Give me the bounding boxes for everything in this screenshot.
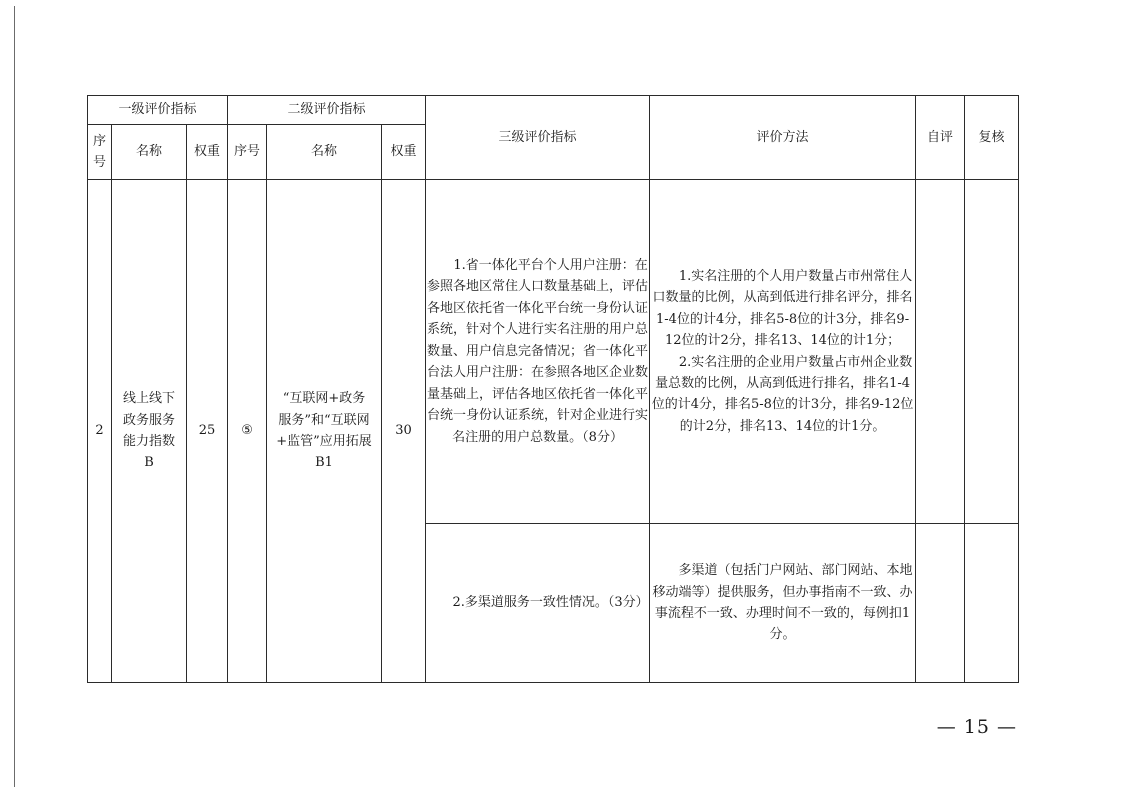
level1-seq-header — [88, 125, 112, 180]
seq-header-char-1: 序 — [92, 133, 106, 149]
page-number: — 15 — — [936, 716, 1017, 738]
method-paragraph: 2.实名注册的企业用户数量占市州企业数量总数的比例，从高到低进行排名，排名1-4位的计4分，排名5-8位的计3分，排名9-12位的计2分，排名13、14位的计1分。 — [651, 354, 914, 434]
self-eval-cell-2[interactable] — [916, 524, 965, 683]
level2-header: 二级评价指标 — [228, 96, 426, 125]
evaluation-method-1 — [650, 180, 916, 524]
level2-name-header: 名称 — [267, 125, 382, 180]
level1-name-line: 能力指数 — [122, 434, 175, 449]
level1-weight: 25 — [187, 180, 228, 683]
level1-name — [112, 180, 187, 683]
level3-indicator-2 — [426, 524, 650, 683]
level1-name-line: 政务服务 — [122, 412, 175, 428]
evaluation-method-2 — [650, 524, 916, 683]
level1-seq: 2 — [88, 180, 112, 683]
evaluation-index-table — [87, 95, 1019, 683]
level1-header: 一级评价指标 — [88, 96, 228, 125]
level3-indicator-1 — [426, 180, 650, 524]
level2-weight-header: 权重 — [382, 125, 426, 180]
seq-header-char-2: 号 — [92, 155, 106, 170]
level2-name — [267, 180, 382, 683]
review-cell-2[interactable] — [965, 524, 1019, 683]
table-row — [88, 180, 1019, 524]
binding-margin-line — [14, 6, 15, 787]
level1-name-line: B — [144, 455, 154, 471]
level2-name-line: “互联网+政务 — [282, 391, 366, 407]
indicator-text: 1.省一体化平台个人用户注册：在参照各地区常住人口数量基础上，评估各地区依托省一体化平台统一身份认证系统，针对个人进行实名注册的用户总数量、用户信息完备情况；省一体化平台法人用户注册：在参照各地区企业数量基础上，评估各地区依托省一体化平台统一身份认证系统，针对企业进行实名注册的用户总数量。（8分） — [427, 258, 649, 445]
method-header: 评价方法 — [650, 96, 916, 180]
level2-weight: 30 — [382, 180, 426, 683]
self-eval-header: 自评 — [916, 96, 965, 180]
level2-name-line: +监管”应用拓展 — [276, 434, 372, 449]
indicator-text: 2.多渠道服务一致性情况。（3分） — [452, 595, 649, 611]
review-header: 复核 — [965, 96, 1019, 180]
method-paragraph: 多渠道（包括门户网站、部门网站、本地移动端等）提供服务，但办事指南不一致、办事流程不一致、办理时间不一致的，每例扣1分。 — [652, 563, 913, 643]
level1-name-header: 名称 — [112, 125, 187, 180]
level2-name-line: 服务”和“互联网 — [278, 412, 370, 428]
level1-weight-header: 权重 — [187, 125, 228, 180]
review-cell-1[interactable] — [965, 180, 1019, 524]
level1-name-line: 线上线下 — [122, 391, 175, 407]
method-paragraph: 1.实名注册的个人用户数量占市州常住人口数量的比例，从高到低进行排名评分，排名1-4位的计4分，排名5-8位的计3分，排名9-12位的计2分，排名13、14位的计1分； — [652, 268, 913, 349]
header-row-1 — [88, 96, 1019, 125]
level2-seq-header: 序号 — [228, 125, 267, 180]
level2-seq: ⑤ — [228, 180, 267, 683]
level3-header: 三级评价指标 — [426, 96, 650, 180]
self-eval-cell-1[interactable] — [916, 180, 965, 524]
level2-name-line: B1 — [315, 455, 333, 471]
